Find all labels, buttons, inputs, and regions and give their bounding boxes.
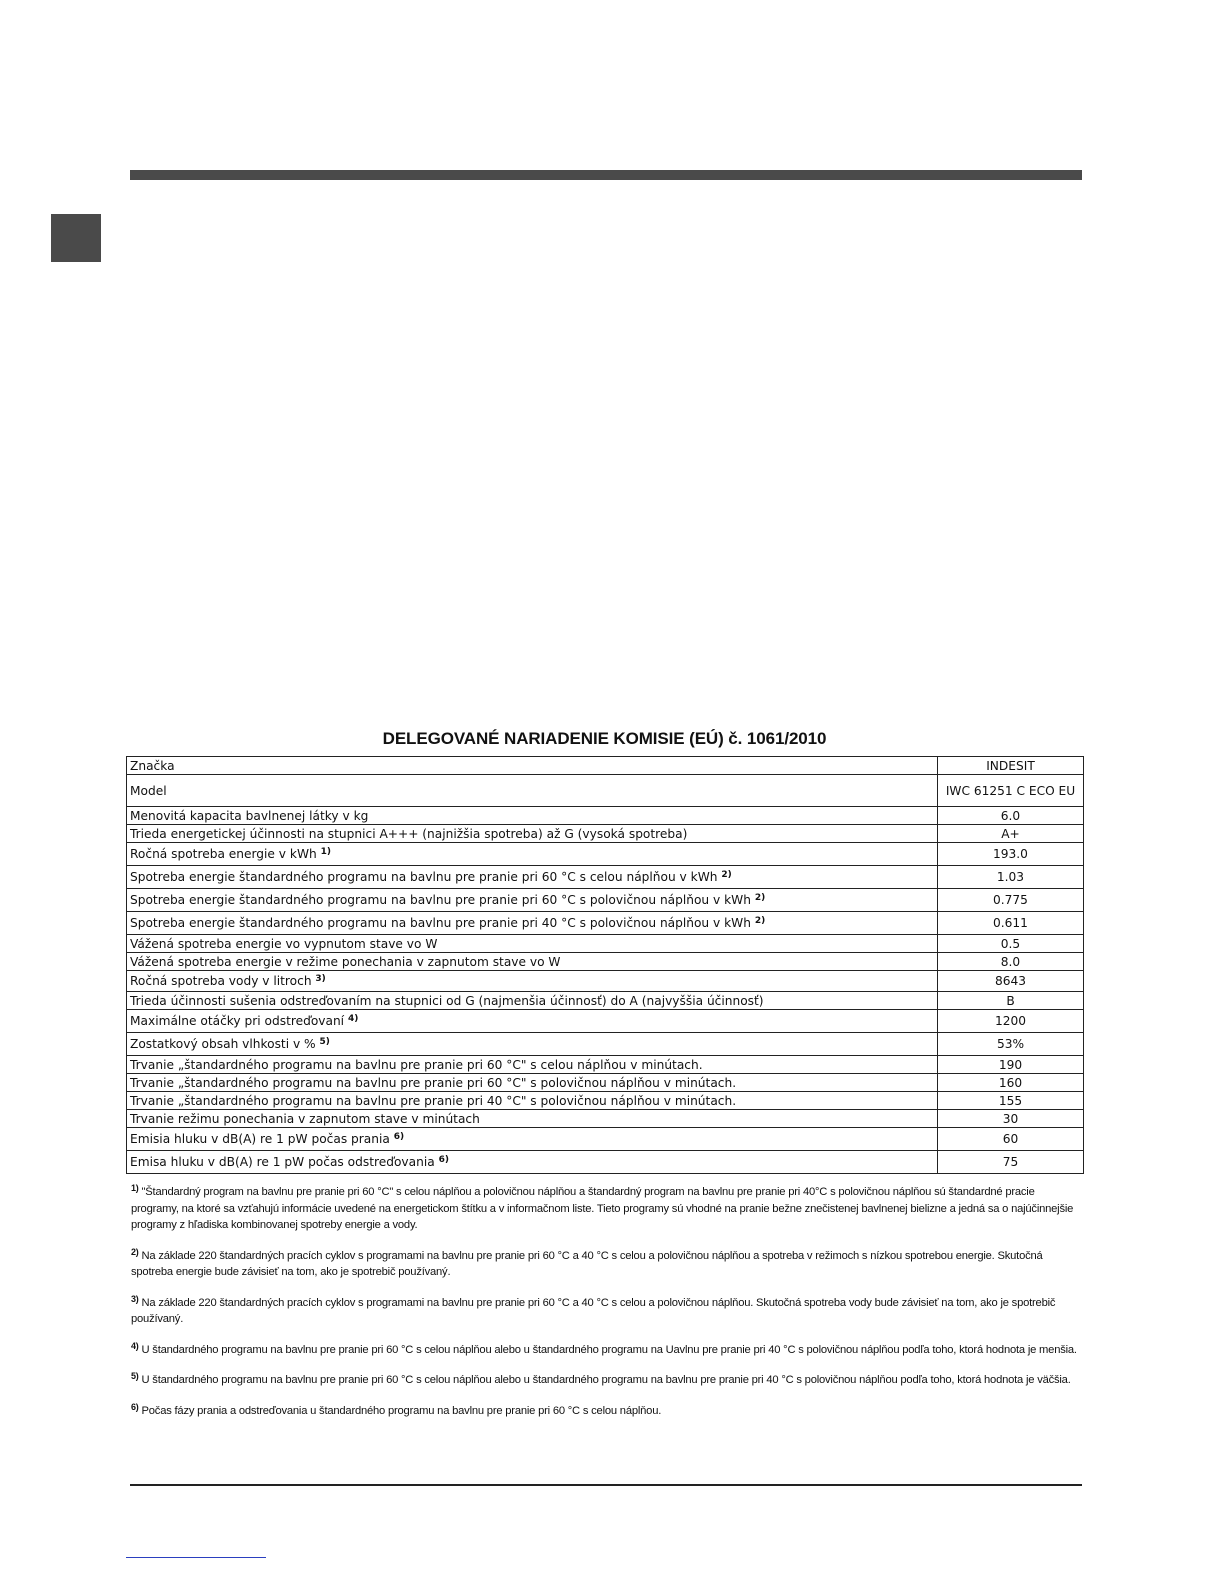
row-label-cell xyxy=(127,992,938,1010)
row-label: Spotreba energie štandardného programu na bavlnu pre pranie pri 60 °C s celou náplňou v kWh xyxy=(130,870,718,884)
table-row xyxy=(127,1056,1084,1074)
row-value: 193.0 xyxy=(938,843,1084,866)
table-row xyxy=(127,971,1084,992)
table-row xyxy=(127,1151,1084,1174)
row-value: 30 xyxy=(938,1110,1084,1128)
table-row xyxy=(127,1074,1084,1092)
specification-table-body xyxy=(127,757,1084,1174)
row-label: Vážená spotreba energie v režime ponechania v zapnutom stave vo W xyxy=(130,954,561,969)
table-row xyxy=(127,1110,1084,1128)
footnote-ref: 5) xyxy=(319,1037,330,1047)
row-value: 0.5 xyxy=(938,935,1084,953)
row-label: Ročná spotreba vody v litroch xyxy=(130,974,312,988)
footnote xyxy=(131,1372,1083,1389)
row-value: 0.775 xyxy=(938,889,1084,912)
row-label: Trvanie režimu ponechania v zapnutom stave v minútach xyxy=(130,1111,480,1126)
row-label: Model xyxy=(130,783,167,798)
row-label: Trvanie „štandardného programu na bavlnu pre pranie pri 40 °C" s polovičnou náplňou v minútach. xyxy=(130,1093,737,1108)
row-label-cell xyxy=(127,935,938,953)
row-label-cell xyxy=(127,843,938,866)
row-label-cell xyxy=(127,866,938,889)
row-label-cell xyxy=(127,825,938,843)
table-row xyxy=(127,889,1084,912)
section-marker xyxy=(51,214,101,262)
row-value: 1.03 xyxy=(938,866,1084,889)
footnote-ref: 4) xyxy=(347,1014,359,1024)
table-row xyxy=(127,953,1084,971)
footnote xyxy=(131,1184,1083,1234)
row-label-cell xyxy=(127,1056,938,1074)
table-row xyxy=(127,1010,1084,1033)
row-value: 190 xyxy=(938,1056,1084,1074)
footnote-ref: 6) xyxy=(438,1155,449,1165)
row-label: Značka xyxy=(130,758,175,773)
footnote-ref: 2) xyxy=(721,870,732,880)
table-row xyxy=(127,843,1084,866)
footnote xyxy=(131,1342,1083,1359)
table-row xyxy=(127,1033,1084,1056)
footnote xyxy=(131,1295,1083,1328)
header-rule xyxy=(130,170,1082,180)
row-label: Emisia hluku v dB(A) re 1 pW počas prania xyxy=(130,1132,390,1146)
row-label: Zostatkový obsah vlhkosti v % xyxy=(130,1037,316,1051)
row-label-cell xyxy=(127,1092,938,1110)
footnote-text: U štandardného programu na bavlnu pre pranie pri 60 °C s celou náplňou alebo u štandardného programu na bavlnu pre pranie pri 40 °C s polovičnou náplňou podľa toho, ktorá hodnota je väčšia. xyxy=(138,1374,1071,1386)
table-row xyxy=(127,1092,1084,1110)
row-label-cell xyxy=(127,1128,938,1151)
row-label-cell xyxy=(127,807,938,825)
specification-table xyxy=(126,756,1084,1174)
footnote-mark: 1) xyxy=(131,1183,139,1193)
row-value: INDESIT xyxy=(938,757,1084,775)
row-value: 60 xyxy=(938,1128,1084,1151)
footnote-text: Počas fázy prania a odstreďovania u štandardného programu na bavlnu pre pranie pri 60 °C s celou náplňou. xyxy=(138,1404,662,1417)
row-label-cell xyxy=(127,1110,938,1128)
footnote-mark: 4) xyxy=(131,1340,139,1351)
table-row xyxy=(127,825,1084,843)
row-label-cell xyxy=(127,757,938,775)
footnote-mark: 2) xyxy=(131,1246,139,1257)
row-label: Menovitá kapacita bavlnenej látky v kg xyxy=(130,808,369,823)
row-label-cell xyxy=(127,1010,938,1033)
row-label: Maximálne otáčky pri odstreďovaní xyxy=(130,1014,345,1028)
row-label: Trvanie „štandardného programu na bavlnu pre pranie pri 60 °C" s polovičnou náplňou v minútach. xyxy=(130,1075,737,1090)
row-label: Trvanie „štandardného programu na bavlnu pre pranie pri 60 °C" s celou náplňou v minútach. xyxy=(130,1057,703,1072)
footnote-ref: 2) xyxy=(754,893,766,903)
row-value: 53% xyxy=(938,1033,1084,1056)
table-row xyxy=(127,992,1084,1010)
row-label-cell xyxy=(127,953,938,971)
footnote-mark: 5) xyxy=(131,1371,139,1381)
footnote-ref: 3) xyxy=(315,974,326,984)
footnote-text: "Štandardný program na bavlnu pre pranie pri 60 °C" s celou náplňou a polovičnou náplňou a štandardný program na bavlnu pre pranie pri 40°C s polovičnou náplňou sú štandardné pracie programy, na ktoré sa vzťahujú informácie uvedené na energetickom štítku a v informačnom liste. Tieto programy sú vhodné na pranie bežne znečistenej bavlnenej bielizne a jedná sa o najúčinnejšie programy z hľadiska kombinovanej spotreby energie a vody. xyxy=(131,1186,1074,1231)
footnote-mark: 6) xyxy=(131,1401,139,1412)
footnote-ref: 6) xyxy=(393,1132,405,1142)
row-value: 6.0 xyxy=(938,807,1084,825)
row-label-cell xyxy=(127,1074,938,1092)
footer-rule xyxy=(130,1484,1082,1486)
row-value: 8.0 xyxy=(938,953,1084,971)
table-row xyxy=(127,807,1084,825)
footnote-text: U štandardného programu na bavlnu pre pranie pri 60 °C s celou náplňou alebo u štandardného programu na Uavlnu pre pranie pri 40 °C s polovičnou náplňou podľa toho, ktorá hodnota je menšia. xyxy=(138,1343,1077,1356)
table-row xyxy=(127,775,1084,807)
row-value: 155 xyxy=(938,1092,1084,1110)
row-value: 1200 xyxy=(938,1010,1084,1033)
row-value: A+ xyxy=(938,825,1084,843)
row-label: Emisa hluku v dB(A) re 1 pW počas odstreďovania xyxy=(130,1155,435,1169)
row-label: Spotreba energie štandardného programu na bavlnu pre pranie pri 60 °C s polovičnou náplňou v kWh xyxy=(130,893,751,907)
footnote xyxy=(131,1403,1083,1420)
footnote-mark: 3) xyxy=(131,1293,139,1304)
row-label-cell xyxy=(127,912,938,935)
footnote-text: Na základe 220 štandardných pracích cyklov s programami na bavlnu pre pranie pri 60 °C a 40 °C s celou a polovičnou náplňou. Skutočná spotreba vody bude závisieť na tom, ako je spotrebič používaný. xyxy=(131,1296,1056,1325)
row-label: Vážená spotreba energie vo vypnutom stave vo W xyxy=(130,936,438,951)
row-value: IWC 61251 C ECO EU xyxy=(938,775,1084,807)
row-value: B xyxy=(938,992,1084,1010)
row-value: 8643 xyxy=(938,971,1084,992)
row-label-cell xyxy=(127,1033,938,1056)
footnote-ref: 2) xyxy=(754,916,766,926)
row-label: Spotreba energie štandardného programu na bavlnu pre pranie pri 40 °C s polovičnou náplňou v kWh xyxy=(130,916,751,930)
row-label-cell xyxy=(127,889,938,912)
table-row xyxy=(127,1128,1084,1151)
footnote-text: Na základe 220 štandardných pracích cyklov s programami na bavlnu pre pranie pri 60 °C a 40 °C s celou a polovičnou náplňou a spotreba v režimoch s nízkou spotrebou energie. Skutočná spotreba energie bude závisieť na tom, ako je spotrebič používaný. xyxy=(131,1249,1043,1278)
footnotes xyxy=(131,1184,1083,1433)
row-value: 75 xyxy=(938,1151,1084,1174)
footnote-ref: 1) xyxy=(320,847,331,857)
table-row xyxy=(127,935,1084,953)
footer-link-line xyxy=(126,1557,266,1558)
table-row xyxy=(127,757,1084,775)
row-value: 160 xyxy=(938,1074,1084,1092)
row-label: Trieda účinnosti sušenia odstreďovaním na stupnici od G (najmenšia účinnosť) do A (najvyššia účinnosť) xyxy=(130,993,764,1008)
table-row xyxy=(127,866,1084,889)
footnote xyxy=(131,1248,1083,1281)
row-value: 0.611 xyxy=(938,912,1084,935)
row-label-cell xyxy=(127,1151,938,1174)
document-title: DELEGOVANÉ NARIADENIE KOMISIE (EÚ) č. 1061/2010 xyxy=(382,729,827,748)
row-label-cell xyxy=(127,775,938,807)
row-label: Trieda energetickej účinnosti na stupnici A+++ (najnižšia spotreba) až G (vysoká spotreba) xyxy=(130,826,688,841)
row-label-cell xyxy=(127,971,938,992)
row-label: Ročná spotreba energie v kWh xyxy=(130,847,317,861)
table-row xyxy=(127,912,1084,935)
